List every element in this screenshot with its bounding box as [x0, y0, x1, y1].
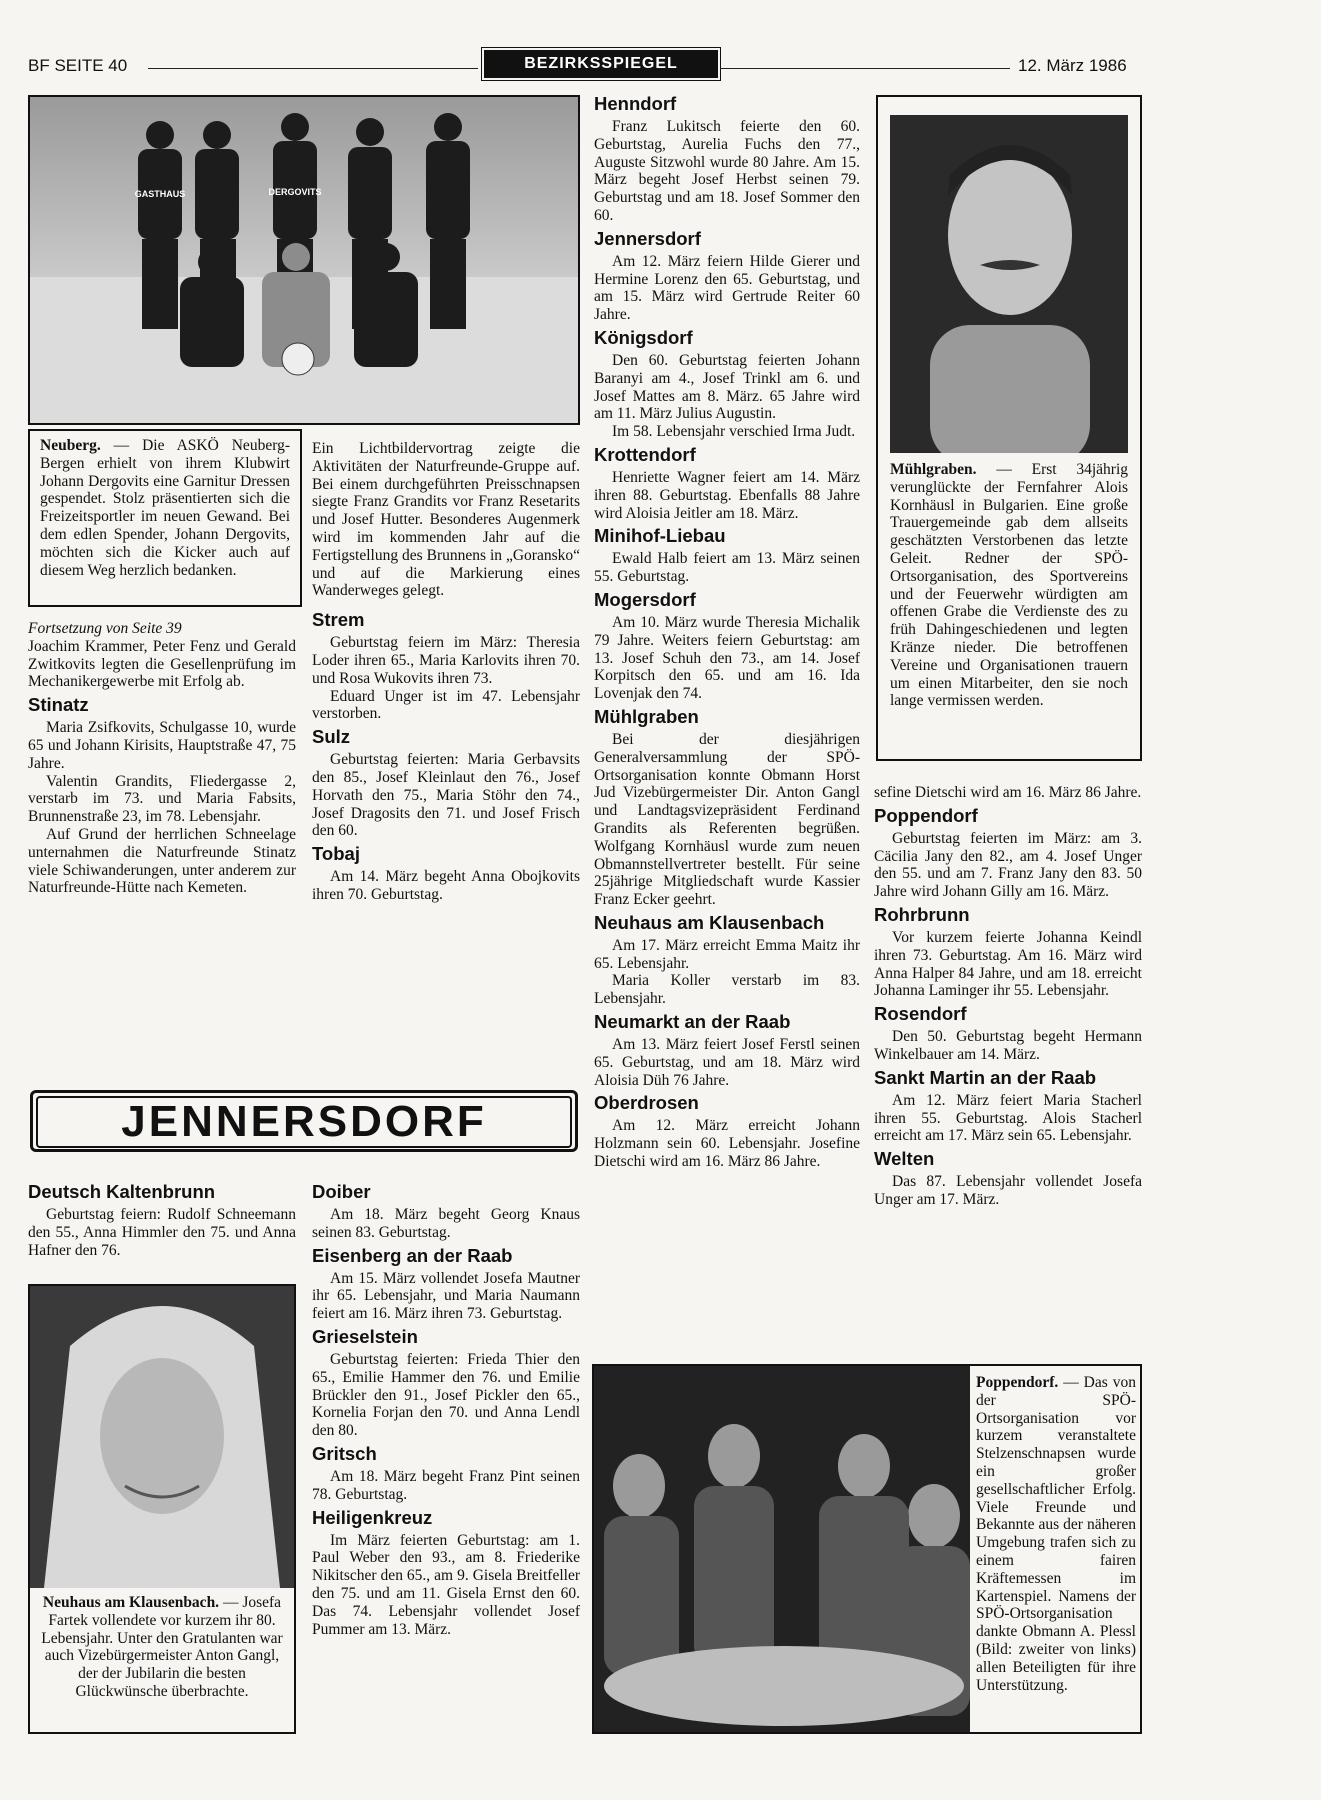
portrait-image [890, 115, 1128, 453]
district-banner [30, 1090, 578, 1152]
cards-image [594, 1366, 970, 1732]
team-photo [28, 95, 580, 425]
sankt-martin-text: Am 12. März feiert Maria Stacherl ihren 55. Geburtstag. Alois Stacherl erreicht am 17. März sein 65. Lebensjahr. [874, 1091, 1142, 1145]
team-caption-place: Neuberg. [40, 437, 101, 454]
column-2-text [312, 440, 580, 904]
neuberg-continuation: Ein Lichtbildervortrag zeigte die Aktivitäten der Naturfreunde-Gruppe auf. Bei einem durchgeführten Preisschnapsen siegte Franz Grandits vor Franz Resetarits und Josef Hutter. Besonderes Augenmerk wird im kommenden Jahr auf die Fertigstellung des Brunnens in „Goransko“ und auf die Markierung eines Wanderweges gelegt. [312, 440, 580, 600]
cards-caption-text: — Das von der SPÖ-Ortsorganisation vor kurzem veranstaltete Stelzenschnapsen wurde ein großer gesellschaftlicher Erfolg. Viele Freunde und Bekannte aus der näheren Umgebung trafen sich zu einem fairen Kräftemessen im Kartenspiel. Namens der SPÖ-Ortsorganisation dankte Obmann A. Plessl (Bild: zweiter von links) allen Beteiligten für ihre Unterstützung. [976, 1374, 1136, 1694]
mogersdorf-text: Am 10. März wurde Theresia Michalik 79 Jahre. Weiters feiern Geburtstag: am 13. Josef Schuh den 73., am 14. Josef Korpitsch den 65. und am 16. Ida Lovenjak den 74. [594, 613, 860, 703]
heading-sulz: Sulz [312, 726, 351, 748]
lower-column-2 [312, 1178, 580, 1638]
jersey-text: DERGOVITS [268, 187, 322, 197]
column-1-text [28, 620, 296, 897]
woman-caption-place: Neuhaus am Klausenbach. [42, 1594, 220, 1611]
section-title: BEZIRKSSPIEGEL [484, 50, 718, 78]
eisenberg-text: Am 15. März vollendet Josefa Mautner ihr 65. Lebensjahr, und Maria Naumann feiert am 16. März ihren 73. Geburtstag. [312, 1269, 580, 1323]
heading-stinatz: Stinatz [28, 694, 89, 716]
neuhaus-text: Maria Koller verstarb im 83. Lebensjahr. [594, 972, 860, 1008]
heading-tobaj: Tobaj [312, 843, 360, 865]
lower-column-1 [28, 1178, 296, 1259]
cards-photo-box [592, 1364, 1142, 1734]
heading-oberdrosen: Oberdrosen [594, 1092, 699, 1114]
woman-photo [30, 1286, 294, 1588]
heiligenkreuz-text: Im März feierten Geburtstag: am 1. Paul Weber den 93., am 8. Friederike Nikitscher den 65., am 9. Gisela Breitfeller den 75. und am 11. Gisela Ernst den 60. Das 74. Lebensjahr vollendet Josef Pummer am 13. März. [312, 1531, 580, 1638]
heading-rohrbrunn: Rohrbrunn [874, 903, 970, 925]
heading-eisenberg: Eisenberg an der Raab [312, 1244, 513, 1266]
portrait-caption [878, 453, 1140, 710]
woman-image [30, 1286, 294, 1588]
gritsch-text: Am 18. März begeht Franz Pint seinen 78. Geburtstag. [312, 1467, 580, 1503]
stinatz-text: Auf Grund der herrlichen Schneelage unternahmen die Naturfreunde Stinatz viele Schiwanderungen, unter anderem zur Naturfreunde-Hütte nach Kemeten. [28, 825, 296, 897]
heading-strem: Strem [312, 609, 365, 631]
jennersdorf-text: Am 12. März feiern Hilde Gierer und Hermine Lorenz den 65. Geburtstag, und am 15. März wird Gertrude Reiter 60 Jahre. [594, 252, 860, 324]
heading-grieselstein: Grieselstein [312, 1325, 418, 1347]
stinatz-text: Valentin Grandits, Fliedergasse 2, verstarb im 73. und Maria Fabsits, Brunnenstraße 23, im 78. Lebensjahr. [28, 772, 296, 826]
doiber-text: Am 18. März begeht Georg Knaus seinen 83. Geburtstag. [312, 1206, 580, 1241]
header-rule-right [720, 68, 1010, 69]
cards-photo [594, 1366, 970, 1732]
neumarkt-text: Am 13. März feiert Josef Ferstl seinen 65. Geburtstag, und am 18. März wird Aloisia Düh 76 Jahre. [594, 1036, 860, 1089]
continuation-text: Joachim Krammer, Peter Fenz und Gerald Zwitkovits legten die Gesellenprüfung im Mechanikergewerbe mit Erfolg ab. [28, 637, 296, 691]
heading-doiber: Doiber [312, 1181, 371, 1202]
krottendorf-text: Henriette Wagner feiert am 14. März ihren 88. Geburtstag. Ebenfalls 88 Jahre wird Aloisia Jeitler am 18. März. [594, 468, 860, 522]
oberdrosen-continuation: sefine Dietschi wird am 16. März 86 Jahre. [874, 784, 1142, 801]
oberdrosen-text: Am 12. März erreicht Johann Holzmann sein 60. Lebensjahr. Josefine Dietschi wird am 16. März 86 Jahre. [594, 1117, 860, 1171]
grieselstein-text: Geburtstag feierten: Frieda Thier den 65., Emilie Hammer den 76. und Emilie Brückler den 91., Josef Pickler den 65., Kornelia Forjan den 70. und Anna Lendl den 80. [312, 1350, 580, 1440]
welten-text: Das 87. Lebensjahr vollendet Josefa Unger am 17. März. [874, 1173, 1142, 1208]
neuhaus-text: Am 17. März erreicht Emma Maitz ihr 65. Lebensjahr. [594, 936, 860, 972]
poppendorf-text: Geburtstag feierten im März: am 3. Cäcilia Jany den 82., am 4. Josef Unger den 55. und am 7. Franz Jany den 83. 50 Jahre wird Johann Gilly am 16. März. [874, 829, 1142, 901]
portrait-photo [890, 115, 1128, 453]
heading-krottendorf: Krottendorf [594, 443, 696, 465]
heading-gritsch: Gritsch [312, 1442, 377, 1464]
heading-poppendorf: Poppendorf [874, 804, 978, 826]
heading-deutsch-kaltenbrunn: Deutsch Kaltenbrunn [28, 1181, 216, 1202]
column-3-text [594, 90, 860, 1171]
woman-caption-text: — Josefa Fartek vollendete vor kurzem ihr 80. Lebensjahr. Unter den Gratulanten war auch Vizebürgermeister Anton Gangl, der der Jubilarin die besten Glückwünsche überbrachte. [41, 1594, 283, 1700]
heading-heiligenkreuz: Heiligenkreuz [312, 1506, 433, 1528]
page-number: BF SEITE 40 [28, 56, 128, 75]
continuation-note: Fortsetzung von Seite 39 [28, 620, 182, 637]
heading-neumarkt: Neumarkt an der Raab [594, 1011, 791, 1033]
sulz-text: Geburtstag feierten: Maria Gerbavsits den 85., Josef Kleinlaut den 76., Josef Horvath den 75., Maria Stöhr den 74., Josef Dragosits den 71. und Josef Frisch den 60. [312, 751, 580, 840]
heading-rosendorf: Rosendorf [874, 1003, 967, 1025]
jersey-text: GASTHAUS [134, 189, 186, 199]
district-banner-title: JENNERSDORF [36, 1096, 572, 1148]
team-caption-text: — Die ASKÖ Neuberg-Bergen erhielt von ihrem Klubwirt Johann Dergovits eine Garnitur Dressen gespendet. Stolz präsentierten sich die Freizeitsportler im neuen Gewand. Bei dem edlen Spender, Johann Dergovits, möchten sich die Kicker auch auf diesem Weg herzlich bedanken. [40, 437, 290, 579]
portrait-box [876, 95, 1142, 761]
heading-jennersdorf: Jennersdorf [594, 227, 701, 249]
henndorf-text: Franz Lukitsch feierte den 60. Geburtstag, Aurelia Fuchs den 77., Auguste Sitzwohl wurde 80 Jahre. Am 15. März begeht Josef Herbst seinen 79. Geburtstag und am 18. Josef Sommer den 60. [594, 118, 860, 224]
issue-date: 12. März 1986 [1018, 56, 1127, 75]
heading-minihof: Minihof-Liebau [594, 525, 726, 547]
heading-koenigsdorf: Königsdorf [594, 326, 693, 348]
portrait-caption-place: Mühlgraben. [890, 461, 977, 478]
muehlgraben-text: Bei der diesjährigen Generalversammlung der SPÖ-Ortsorganisation konnte Obmann Horst Jud Vizebürgermeister Dir. Anton Gangl und Landtagsvizepräsident Ferdinand Grandits als Referenten begrüßen. Wolfgang Kornhäusl wurde zum neuen Obmannstellvertreter bestellt. Für seine 25jährige Mitgliedschaft wurde Kassier Franz Ecker geehrt. [594, 730, 860, 909]
column-4-text [874, 784, 1142, 1209]
heading-sankt-martin: Sankt Martin an der Raab [874, 1066, 1097, 1088]
heading-welten: Welten [874, 1148, 935, 1170]
woman-photo-box [28, 1284, 296, 1734]
strem-text: Geburtstag feiern im März: Theresia Loder ihren 65., Maria Karlovits ihren 70. und Rosa Wukovits ihren 73. [312, 634, 580, 687]
tobaj-text: Am 14. März begeht Anna Obojkovits ihren 70. Geburtstag. [312, 868, 580, 903]
deutsch-kaltenbrunn-text: Geburtstag feiern: Rudolf Schneemann den 55., Anna Himmler den 75. und Anna Hafner den 76. [28, 1206, 296, 1259]
woman-caption [30, 1588, 294, 1707]
strem-text: Eduard Unger ist im 47. Lebensjahr verstorben. [312, 687, 580, 723]
koenigsdorf-text: Den 60. Geburtstag feierten Johann Baranyi am 4., Josef Trinkl am 6. und Josef Mattes am 8. März. 65 Jahre wird am 11. März Julius Augustin. [594, 351, 860, 423]
header-rule-left [148, 68, 478, 69]
cards-caption [976, 1374, 1136, 1694]
rohrbrunn-text: Vor kurzem feierte Johanna Keindl ihren 73. Geburtstag. Am 16. März wird Anna Halper 84 Jahre, und am 18. erreicht Johanna Laminger ihr 55. Lebensjahr. [874, 928, 1142, 1000]
portrait-caption-text: — Erst 34jährig verunglückte der Fernfahrer Alois Kornhäusl in Bulgarien. Eine große Trauergemeinde gab dem allseits geschätzten Verstorbenen das letzte Geleit. Redner der SPÖ-Ortsorganisation, des Sportvereins und der Feuerwehr würdigten am offenen Grabe die Verdienste des zu früh Dahingeschiedenen und legten Kränze nieder. Die betroffenen Vereine und Organisationen trauern um einen Mitarbeiter, den sie noch lange vermissen werden. [890, 461, 1128, 710]
heading-mogersdorf: Mogersdorf [594, 588, 696, 610]
koenigsdorf-text: Im 58. Lebensjahr verschied Irma Judt. [612, 423, 856, 441]
heading-neuhaus: Neuhaus am Klausenbach [594, 911, 825, 933]
rosendorf-text: Den 50. Geburtstag begeht Hermann Winkelbauer am 14. März. [874, 1028, 1142, 1063]
minihof-text: Ewald Halb feiert am 13. März seinen 55. Geburtstag. [594, 550, 860, 586]
heading-muehlgraben: Mühlgraben [594, 705, 699, 727]
team-photo-image [30, 97, 578, 423]
stinatz-text: Maria Zsifkovits, Schulgasse 10, wurde 65 und Johann Kirisits, Hauptstraße 47, 75 Jahre. [28, 719, 296, 772]
heading-henndorf: Henndorf [594, 93, 677, 114]
team-caption [28, 429, 302, 607]
cards-caption-place: Poppendorf. [976, 1374, 1059, 1391]
